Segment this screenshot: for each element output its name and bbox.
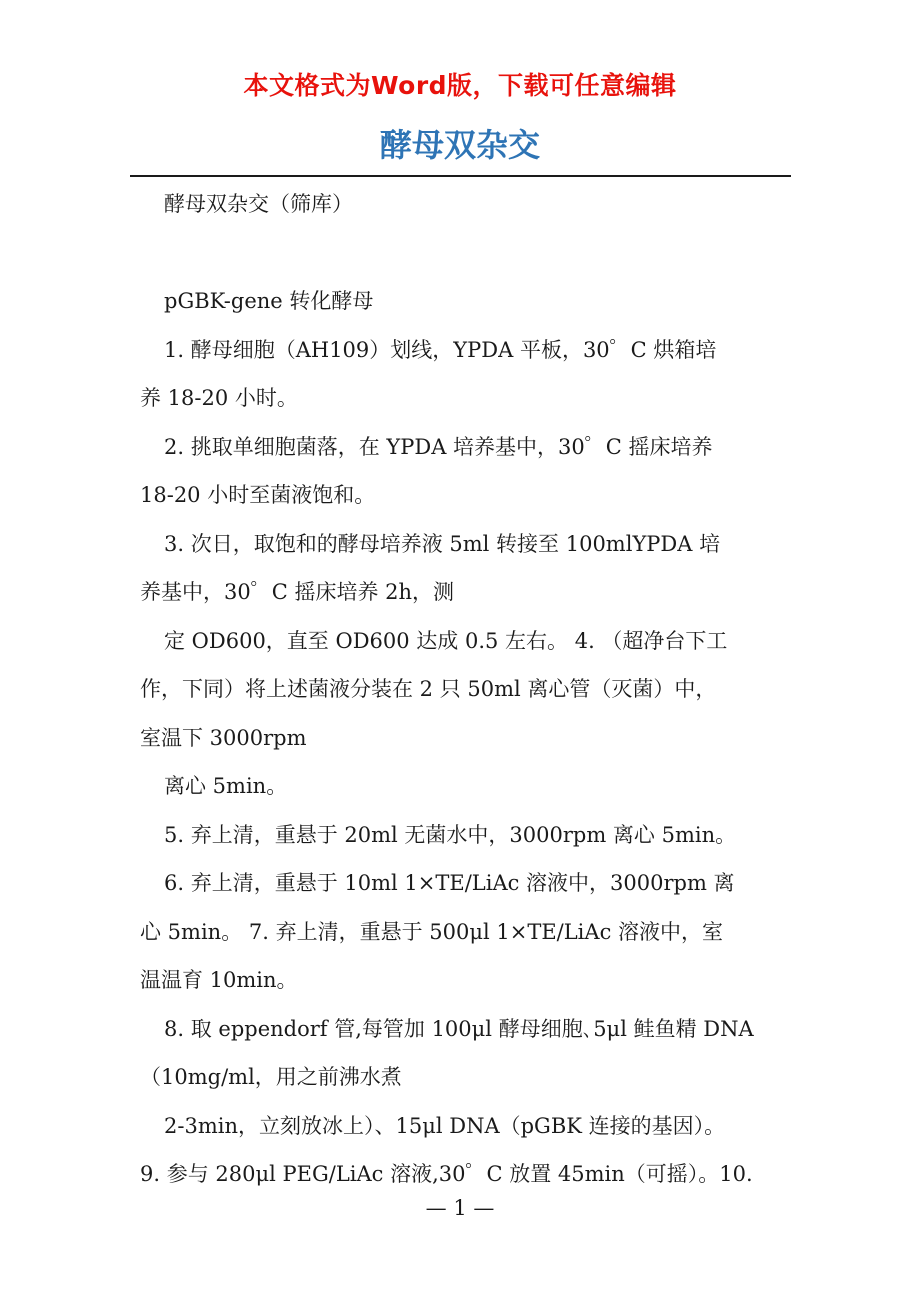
- blank-line: [140, 229, 786, 278]
- body-line: 心 5min。 7. 弃上清，重悬于 500μl 1×TE/LiAc 溶液中，室: [140, 919, 724, 944]
- body-line: （10mg/ml，用之前沸水煮: [140, 1065, 402, 1089]
- body-line: 温温育 10min。: [140, 968, 298, 992]
- document-body: [140, 180, 786, 1199]
- page-number: — 1 —: [425, 1196, 495, 1220]
- body-line: 18-20 小时至菌液饱和。: [140, 483, 376, 507]
- download-banner: 本文格式为Word版，下载可任意编辑: [243, 71, 677, 100]
- subheading: pGBK-gene 转化酵母: [164, 289, 374, 313]
- body-line: 3. 次日，取饱和的酵母培养液 5ml 转接至 100mlYPDA 培: [164, 531, 721, 556]
- body-line: 9. 参与 280μl PEG/LiAc 溶液,30゜C 放置 45min（可摇）。10.: [140, 1162, 753, 1186]
- body-line: 养基中，30゜C 摇床培养 2h，测: [140, 580, 455, 604]
- body-line: 8. 取 eppendorf 管,每管加 100μl 酵母细胞､5μl 鲑鱼精 DNA: [164, 1016, 754, 1041]
- body-line: 2. 挑取单细胞菌落，在 YPDA 培养基中，30゜C 摇床培养: [164, 434, 713, 459]
- body-line: 2-3min，立刻放冰上）、15μl DNA（pGBK 连接的基因）。: [164, 1113, 726, 1138]
- body-line: 5. 弃上清，重悬于 20ml 无菌水中，3000rpm 离心 5min。: [164, 822, 737, 847]
- body-line: 室温下 3000rpm: [140, 725, 307, 750]
- document-title: 酵母双杂交: [379, 126, 540, 164]
- body-line: 离心 5min。: [164, 774, 288, 798]
- section-heading: 酵母双杂交（筛库）: [164, 192, 353, 216]
- body-line: 定 OD600，直至 OD600 达成 0.5 左右。 4. （超净台下工: [164, 628, 728, 653]
- body-line: 1. 酵母细胞（AH109）划线，YPDA 平板，30゜C 烘箱培: [164, 337, 717, 362]
- body-line: 6. 弃上清，重悬于 10ml 1×TE/LiAc 溶液中，3000rpm 离: [164, 871, 735, 895]
- body-line: 作，下同）将上述菌液分装在 2 只 50ml 离心管（灭菌）中，: [140, 677, 717, 701]
- header-rule: [130, 175, 791, 177]
- body-line: 养 18-20 小时。: [140, 386, 298, 410]
